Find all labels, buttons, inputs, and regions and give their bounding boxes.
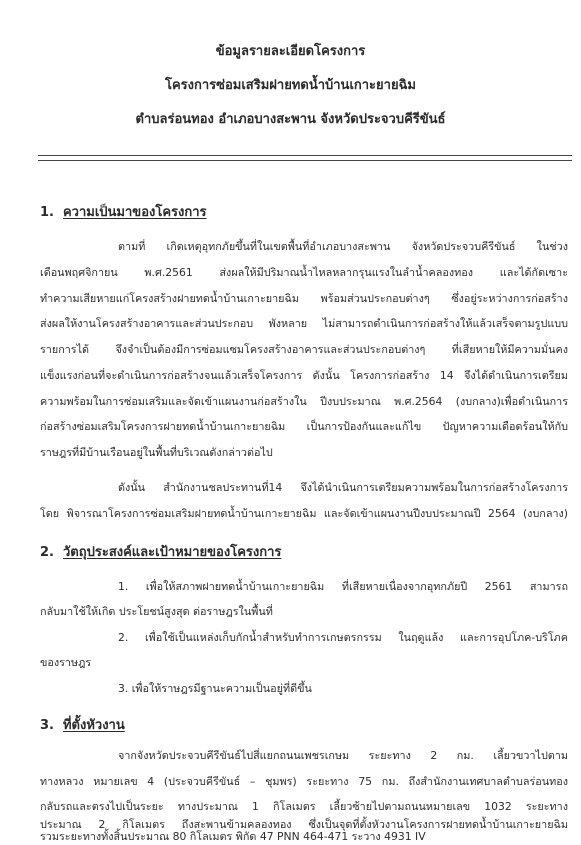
- section-3-location-line: กลับรถและตรงไปเป็นระยะ ทางประมาณ 1 กิโลเมตร เลี้ยวซ้ายไปตามถนนหมายเลข 1032 ระยะทาง: [40, 800, 568, 813]
- project-location: ตำบลร่อนทอง อำเภอบางสะพาน จังหวัดประจวบคีรีขันธ์: [135, 112, 446, 127]
- header-divider-top: [38, 155, 572, 156]
- section-3-location-line: ทางหลวง หมายเลข 4 (ประจวบคีรีขันธ์ – ชุมพร) ระยะทาง 75 กม. ถึงสำนักงานเทศบาลตำบลร่อนทอง: [40, 775, 568, 788]
- section-1-heading: [40, 205, 207, 221]
- section-3-location-line: รวมระยะทางทั้งสิ้นประมาณ 80 กิโลเมตร พิกัด 47 PNN 464-471 ระวาง 4931 IV: [40, 830, 426, 843]
- section-1-paragraph-line: รายการได้ จึงจำเป็นต้องมีการซ่อมแซมโครงสร้างอาคารและส่วนประกอบต่างๆ ที่เสียหายให้มีความมั่นคง: [40, 343, 568, 356]
- section-1-title: ความเป็นมาของโครงการ: [62, 205, 207, 220]
- section-1-number: 1.: [40, 205, 54, 220]
- section-2-objective-line: 1. เพื่อให้สภาพฝายทดน้ำบ้านเกาะยายฉิม ที่เสียหายเนื่องจากอุทกภัยปี 2561 สามารถ: [118, 580, 568, 593]
- section-2-objective-line: 3. เพื่อให้ราษฎรมีฐานะความเป็นอยู่ที่ดีขึ้น: [118, 682, 312, 695]
- section-3-heading: [40, 718, 125, 734]
- header-divider-bottom: [38, 160, 572, 161]
- section-1-paragraph-line: ส่งผลให้งานโครงสร้างอาคารและส่วนประกอบ พังหลาย ไม่สามารถดำเนินการก่อสร้างให้แล้วเสร็จตามรูปแบบ: [40, 317, 568, 330]
- section-3-number: 3.: [40, 718, 54, 733]
- section-3-title: ที่ตั้งหัวงาน: [62, 718, 125, 733]
- section-1-paragraph-line: ดังนั้น สำนักงานชลประทานที่14 จึงได้นำเนินการเตรียมความพร้อมในการก่อสร้างโครงการ: [118, 481, 568, 494]
- section-3-location-line: ประมาณ 2 กิโลเมตร ถึงสะพานข้ามคลองทอง ซึ่งเป็นจุดที่ตั้งหัวงานโครงการฝายทดน้ำบ้านเกาะยายฉิม: [40, 818, 568, 831]
- section-2-objective-line: 2. เพื่อใช้เป็นแหล่งเก็บกักน้ำสำหรับทำการเกษตรกรรม ในฤดูแล้ง และการอุปโภค-บริโภค: [118, 631, 568, 644]
- section-2-title: วัตถุประสงค์และเป้าหมายของโครงการ: [62, 545, 282, 560]
- section-3-location-line: จากจังหวัดประจวบคีรีขันธ์ไปสี่แยกถนนเพชรเกษม ระยะทาง 2 กม. เลี้ยวขวาไปตาม: [118, 749, 568, 762]
- section-2-objective-line: กลับมาใช้ให้เกิด ประโยชน์สูงสุด ต่อราษฎรในพื้นที่: [40, 605, 273, 618]
- section-1-paragraph-line: ความพร้อมในการซ่อมเสริมและจัดเข้าแผนงานก่อสร้างใน ปีงบประมาณ พ.ศ.2564 (งบกลาง)เพื่อดำเนินการ: [40, 395, 568, 408]
- section-1-paragraph-line: เดือนพฤศจิกายน พ.ศ.2561 ส่งผลให้มีปริมาณน้ำไหลหลากรุนแรงในลำน้ำคลองทอง และได้กัดเซาะ: [40, 266, 568, 279]
- section-2-objective-line: ของราษฎร: [40, 656, 92, 669]
- section-1-paragraph-line: ก่อสร้างซ่อมเสริมโครงการฝายทดน้ำบ้านเกาะยายฉิม เป็นการป้องกันและแก้ไข ปัญหาความเดือดร้อนให้กับ: [40, 420, 568, 433]
- section-2-heading: [40, 545, 281, 561]
- section-2-number: 2.: [40, 545, 54, 560]
- section-1-paragraph-line: โดย พิจารณาโครงการซ่อมเสริมฝายทดน้ำบ้านเกาะยายฉิม และจัดเข้าแผนงานปีงบประมาณปี 2564 (งบกลาง): [40, 507, 568, 520]
- section-1-paragraph-line: ตามที่ เกิดเหตุอุทกภัยขึ้นที่ในเขตพื้นที่อำเภอบางสะพาน จังหวัดประจวบคีรีขันธ์ ในช่วง: [118, 240, 568, 253]
- section-1-paragraph-line: ทำความเสียหายแก่โครงสร้างฝายทดน้ำบ้านเกาะยายฉิม พร้อมส่วนประกอบต่างๆ ซึ่งอยู่ระหว่างการก่อสร้าง: [40, 292, 568, 305]
- project-name: โครงการซ่อมเสริมฝายทดน้ำบ้านเกาะยายฉิม: [164, 78, 417, 93]
- document-title: ข้อมูลรายละเอียดโครงการ: [215, 44, 366, 59]
- section-1-paragraph-line: ราษฎรที่มีบ้านเรือนอยู่ในพื้นที่บริเวณดังกล่าวต่อไป: [40, 446, 273, 459]
- section-1-paragraph-line: แข็งแรงก่อนที่จะดำเนินการก่อสร้างจนแล้วเสร็จโครงการ ดังนั้น โครงการก่อสร้าง 14 จึงได้ดำเนินการเตรียม: [40, 369, 568, 382]
